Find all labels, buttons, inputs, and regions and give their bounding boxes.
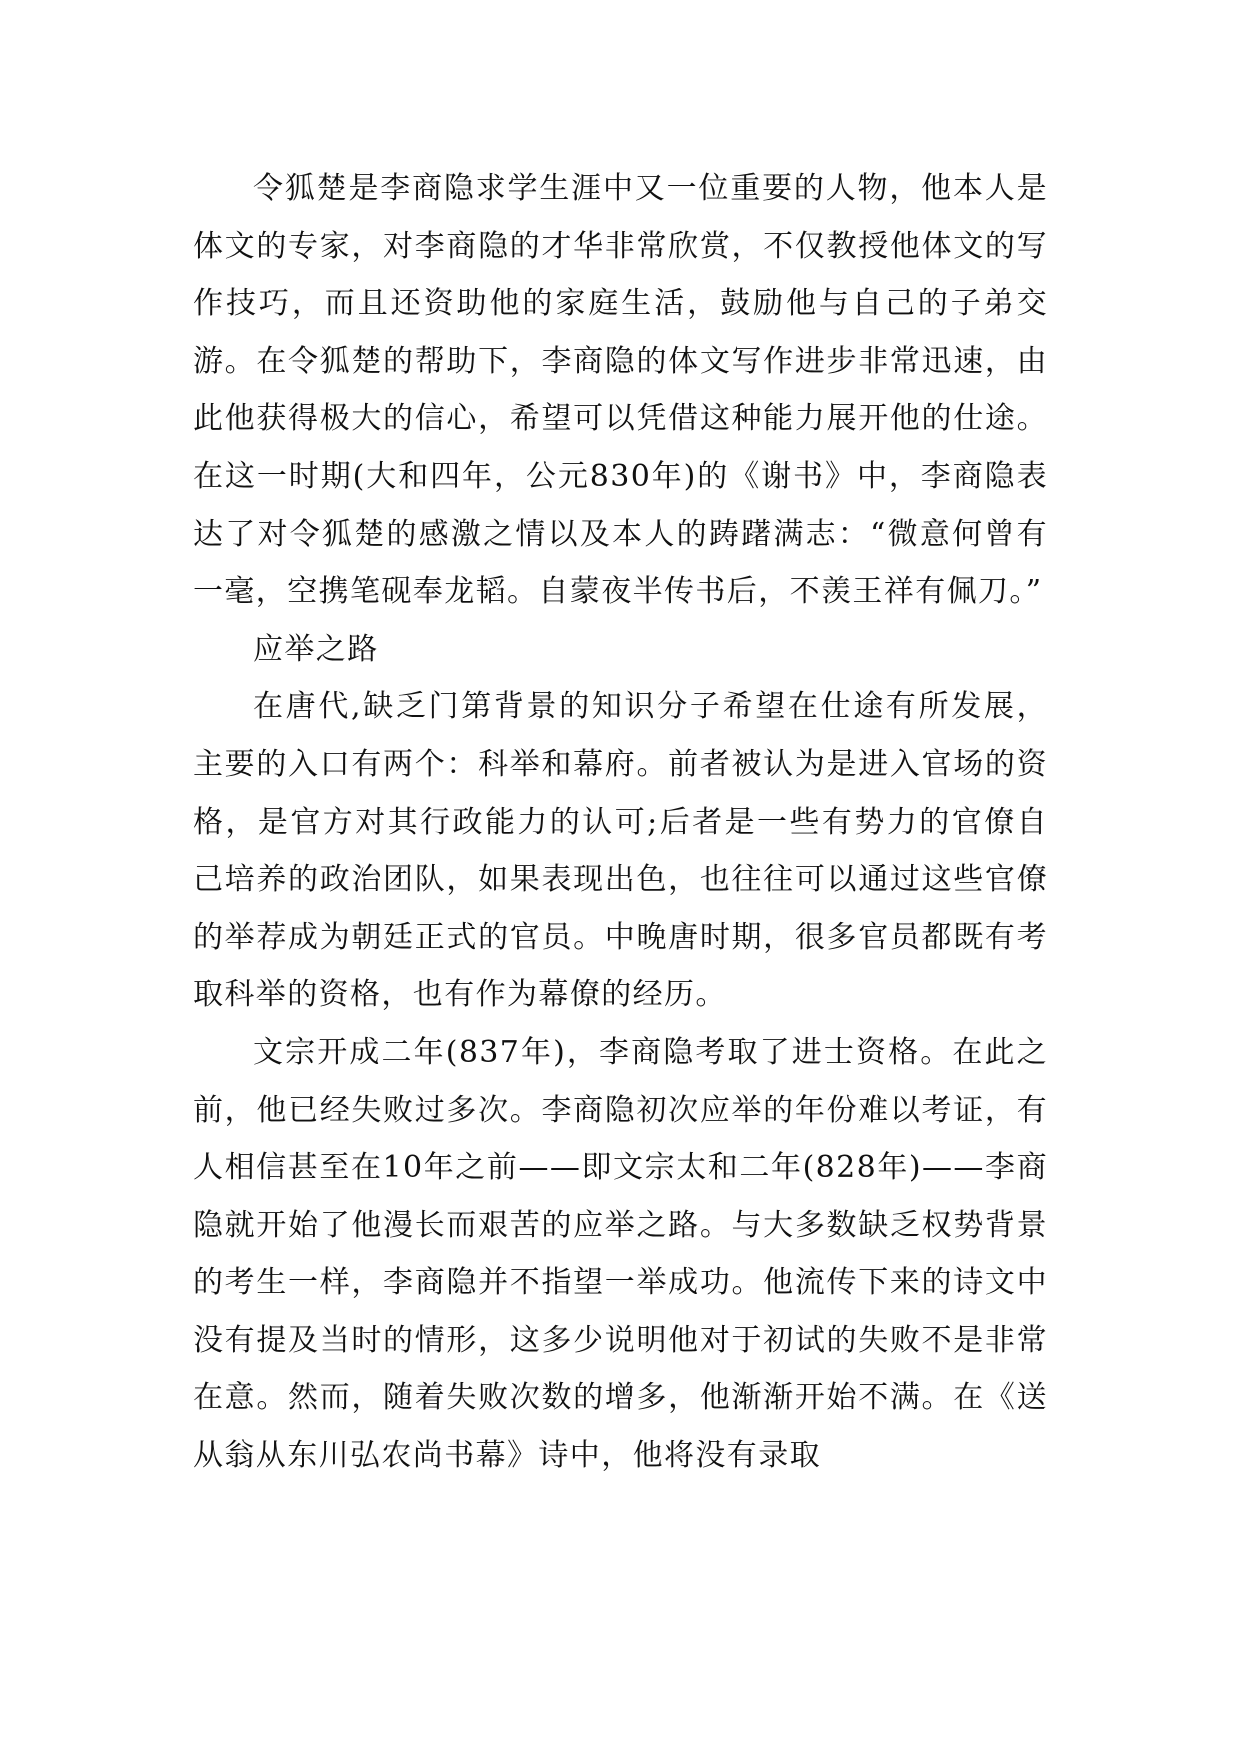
- section-heading-exam-path: 应举之路: [253, 631, 379, 667]
- paragraph-linghu-chu: 令狐楚是李商隐求学生涯中又一位重要的人物，他本人是体文的专家，对李商隐的才华非常欣赏，不仅教授他体文的写作技巧，而且还资助他的家庭生活，鼓励他与自己的子弟交游。在令狐楚的帮助下，李商隐的体文写作进步非常迅速，由此他获得极大的信心，希望可以凭借这种能力展开他的仕途。在这一时期(大和四年，公元830年)的《谢书》中，李商隐表达了对令狐楚的感激之情以及本人的踌躇满志：“微意何曾有一毫，空携笔砚奉龙韬。自蒙夜半传书后，不羡王祥有佩刀。”: [193, 171, 1048, 610]
- document-body: [193, 160, 1048, 1485]
- paragraph-tang-career-routes: 在唐代,缺乏门第背景的知识分子希望在仕途有所发展，主要的入口有两个：科举和幕府。前者被认为是进入官场的资格，是官方对其行政能力的认可;后者是一些有势力的官僚自己培养的政治团队，如果表现出色，也往往可以通过这些官僚的举荐成为朝廷正式的官员。中晚唐时期，很多官员都既有考取科举的资格，也有作为幕僚的经历。: [193, 689, 1048, 1013]
- paragraph-kaicheng-exam: 文宗开成二年(837年)，李商隐考取了进士资格。在此之前，他已经失败过多次。李商隐初次应举的年份难以考证，有人相信甚至在10年之前——即文宗太和二年(828年)——李商隐就开始了他漫长而艰苦的应举之路。与大多数缺乏权势背景的考生一样，李商隐并不指望一举成功。他流传下来的诗文中没有提及当时的情形，这多少说明他对于初试的失败不是非常在意。然而，随着失败次数的增多，他渐渐开始不满。在《送从翁从东川弘农尚书幕》诗中，他将没有录取: [193, 1034, 1048, 1474]
